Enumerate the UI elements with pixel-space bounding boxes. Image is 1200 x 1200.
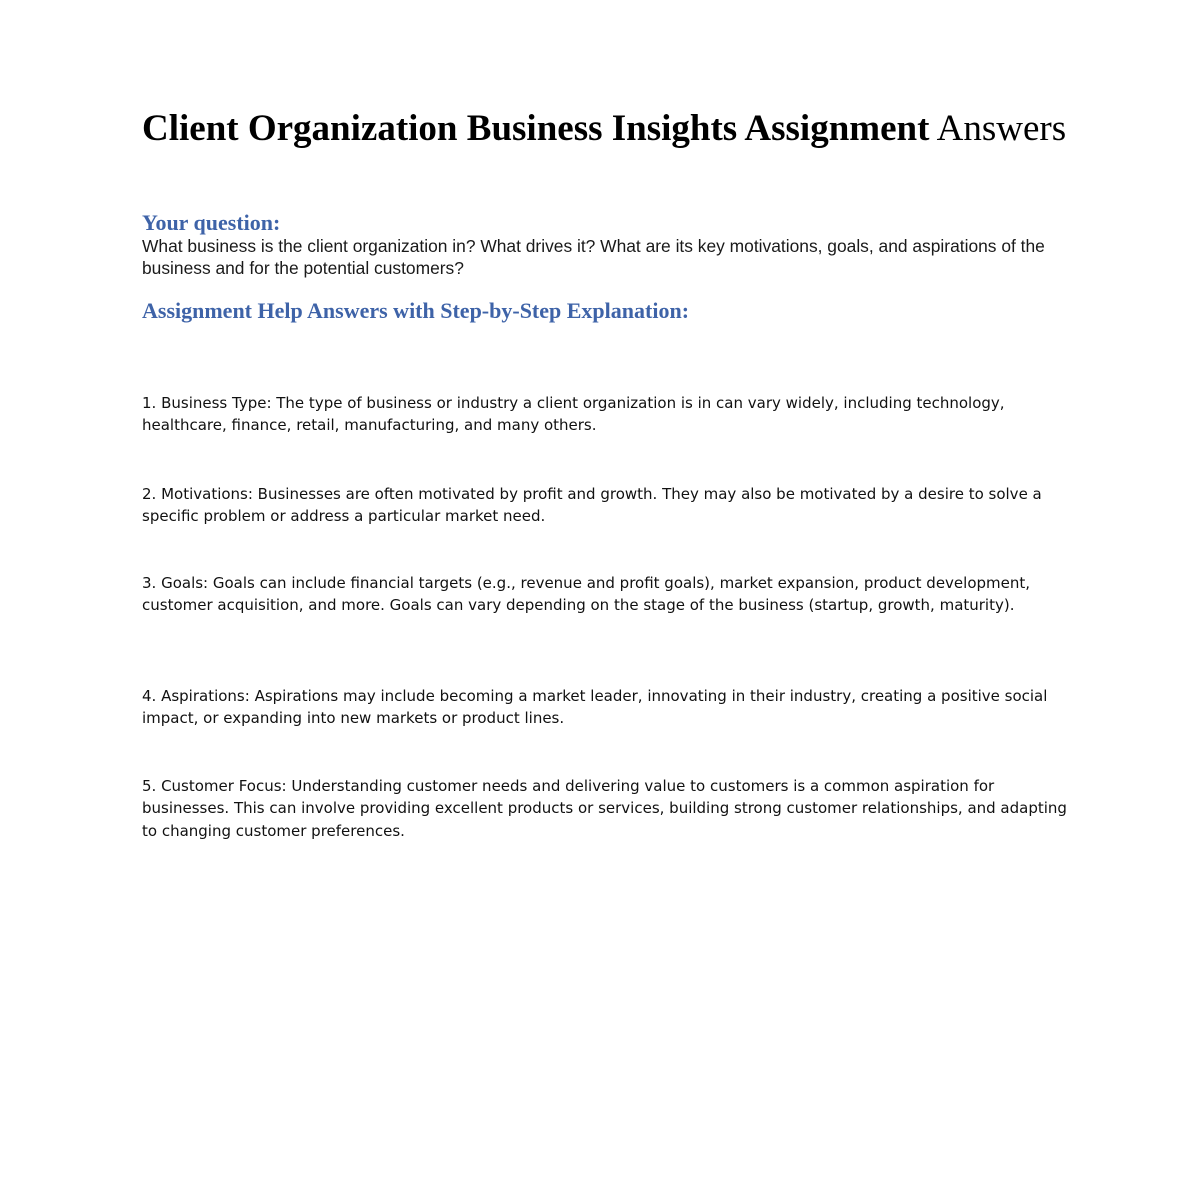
answer-heading: Assignment Help Answers with Step-by-Step Explanation: xyxy=(142,298,690,323)
answer-item-aspirations: 4. Aspirations: Aspirations may include becoming a market leader, innovating in their industry, creating a positive social impact, or expanding into new markets or product lines. xyxy=(142,687,1048,728)
document-title xyxy=(142,108,1102,150)
answer-item-motivations: 2. Motivations: Businesses are often motivated by profit and growth. They may also be motivated by a desire to solve a specific problem or address a particular market need. xyxy=(142,485,1042,526)
title-bold-part: Client Organization Business Insights Assignment xyxy=(142,108,930,149)
answer-item-customer-focus: 5. Customer Focus: Understanding customer needs and delivering value to customers is a common aspiration for businesses. This can involve providing excellent products or services, building strong customer relationships, and adapting to changing customer preferences. xyxy=(142,777,1067,840)
answer-item-goals: 3. Goals: Goals can include financial targets (e.g., revenue and profit goals), market expansion, product development, customer acquisition, and more. Goals can vary depending on the stage of the business (startup, growth, maturity). xyxy=(142,574,1031,615)
question-heading: Your question: xyxy=(142,210,281,235)
title-regular-part: Answers xyxy=(936,108,1067,149)
answer-item-business-type: 1. Business Type: The type of business or industry a client organization is in can vary widely, including technology, healthcare, finance, retail, manufacturing, and many others. xyxy=(142,394,1005,435)
question-text: What business is the client organization in? What drives it? What are its key motivations, goals, and aspirations of the business and for the potential customers? xyxy=(142,236,1045,278)
